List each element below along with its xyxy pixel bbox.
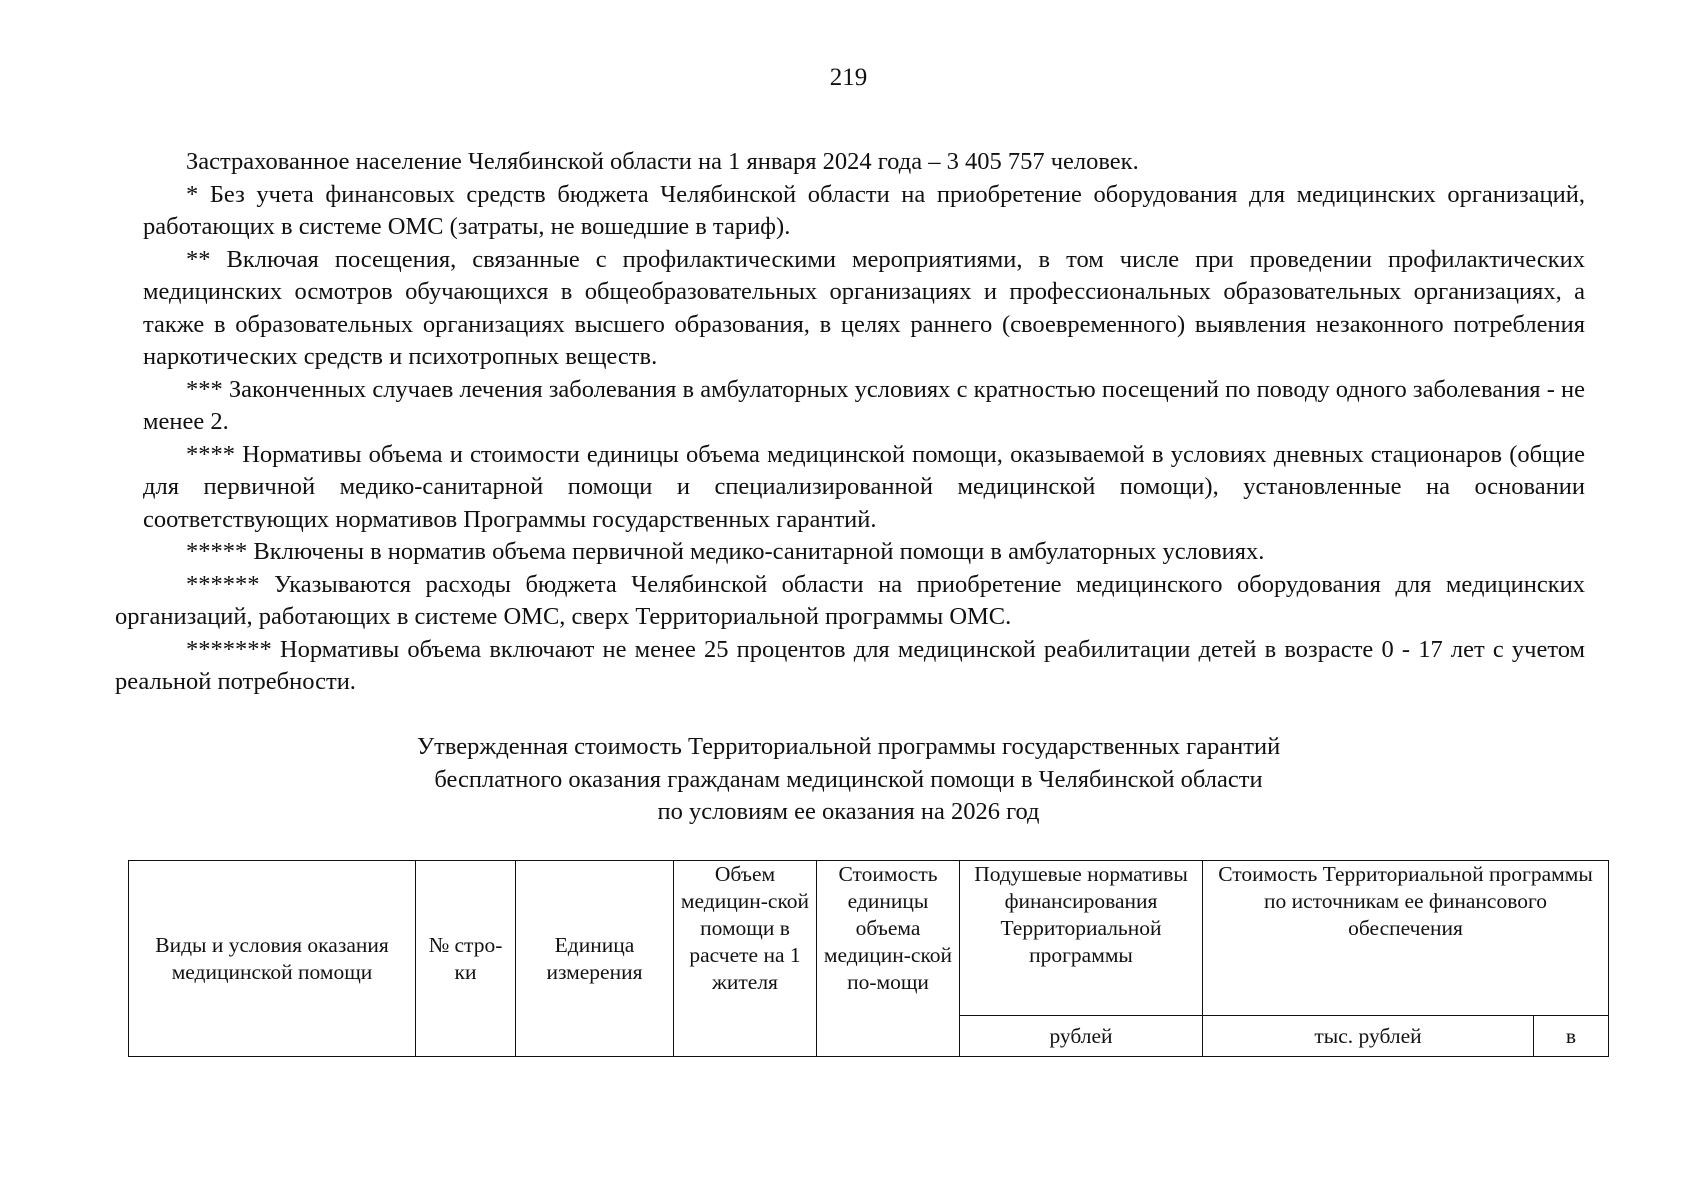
header-per-capita-norms: Подушевые нормативы финансирования Территориальной программы <box>960 861 1203 1016</box>
header-volume-per-resident: Объем медицин-ской помощи в расчете на 1 жителя <box>674 861 817 1057</box>
footnote-1: * Без учета финансовых средств бюджета Челябинской области на приобретение оборудования для медицинских организаций, работающих в системе ОМС (затраты, не вошедшие в тариф). <box>143 180 1585 240</box>
unit-rubles: рублей <box>960 1016 1203 1057</box>
unit-thousand-rubles: тыс. рублей <box>1203 1016 1534 1057</box>
page-number: 219 <box>829 64 868 91</box>
table-title-line-1: Утвержденная стоимость Территориальной программы государственных гарантий <box>416 733 1281 760</box>
header-care-types: Виды и условия оказания медицинской помощи <box>129 861 416 1057</box>
table-title <box>0 731 1697 829</box>
header-unit: Единица измерения <box>516 861 674 1057</box>
insured-population-note: Застрахованное население Челябинской области на 1 января 2024 года – 3 405 757 человек. <box>186 148 1139 175</box>
footnote-7: ******* Нормативы объема включают не менее 25 процентов для медицинской реабилитации детей в возрасте 0 - 17 лет с учетом реальной потребности. <box>115 635 1585 695</box>
footnote-6: ****** Указываются расходы бюджета Челябинской области на приобретение медицинского оборудования для медицинских организаций, работающих в системе ОМС, сверх Территориальной программы ОМС. <box>115 570 1585 630</box>
footnote-2: ** Включая посещения, связанные с профилактическими мероприятиями, в том числе при проведении профилактических медицинских осмотров обучающихся в общеобразовательных организациях и профессиональных образовательных организациях, а также в образовательных организациях высшего образования, в целях раннего (своевременного) выявления незаконного потребления наркотических средств и психотропных веществ. <box>143 245 1585 370</box>
footnote-5: ***** Включены в норматив объема первичной медико-санитарной помощи в амбулаторных условиях. <box>186 538 1265 565</box>
unit-percent-truncated: в <box>1534 1016 1609 1057</box>
header-row-number: № стро-ки <box>416 861 516 1057</box>
footnote-3: *** Законченных случаев лечения заболевания в амбулаторных условиях с кратностью посещений по поводу одного заболевания - не менее 2. <box>143 375 1585 435</box>
header-program-cost: Стоимость Территориальной программы по источникам ее финансового обеспечения <box>1203 861 1609 1016</box>
table-title-line-2: бесплатного оказания гражданам медицинской помощи в Челябинской области <box>434 765 1263 793</box>
header-unit-cost: Стоимость единицы объема медицин-ской по-мощи <box>817 861 960 1057</box>
footnote-4: **** Нормативы объема и стоимости единицы объема медицинской помощи, оказываемой в условиях дневных стационаров (общие для первичной медико-санитарной помощи и специализированной медицинской помощи), установленные на основании соответствующих нормативов Программы государственных гарантий. <box>143 440 1585 533</box>
table-title-line-3: по условиям ее оказания на 2026 год <box>657 798 1040 825</box>
footnotes <box>115 146 1585 699</box>
program-cost-table <box>128 860 1609 1057</box>
